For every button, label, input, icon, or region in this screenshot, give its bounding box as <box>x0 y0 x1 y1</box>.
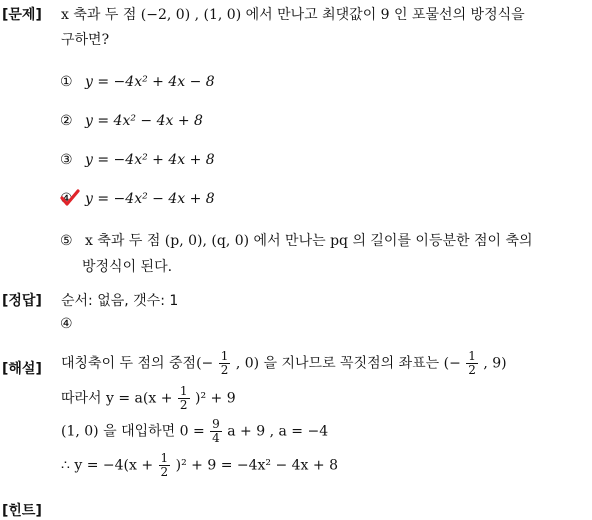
explanation-line-3-a: (1, 0) 을 대입하면 0 = <box>61 423 205 440</box>
fraction-one-half-3 <box>178 385 190 412</box>
choice-3-text: y = −4x² + 4x + 8 <box>85 152 215 168</box>
denominator: 2 <box>179 398 188 412</box>
choice-1-number: ① <box>60 74 73 90</box>
denominator: 4 <box>212 431 220 445</box>
explanation-line-1-c: , 9) <box>483 355 507 372</box>
choice-4 <box>60 191 215 207</box>
explanation-line-2 <box>61 385 236 412</box>
answer-choice: ④ <box>60 316 73 332</box>
choice-5-number: ⑤ <box>60 233 73 249</box>
explanation-line-1 <box>61 350 507 377</box>
choice-2 <box>60 113 203 129</box>
explanation-line-4-b: )² + 9 = −4x² − 4x + 8 <box>175 457 338 474</box>
choice-2-text: y = 4x² − 4x + 8 <box>85 113 203 129</box>
explanation-line-2-a: 따라서 y = a(x + <box>61 390 173 407</box>
numerator: 9 <box>212 417 220 431</box>
numerator: 1 <box>160 451 169 465</box>
choice-4-text: y = −4x² − 4x + 8 <box>85 191 215 207</box>
explanation-line-2-b: )² + 9 <box>195 390 236 407</box>
choice-3 <box>60 152 215 168</box>
fraction-one-half-4 <box>159 452 171 479</box>
explanation-line-3-b: a + 9 , a = −4 <box>227 423 329 440</box>
explanation-line-4-a: ∴ y = −4(x + <box>61 457 154 474</box>
numerator: 1 <box>220 349 229 363</box>
fraction-one-half-2 <box>466 350 478 377</box>
choice-5 <box>60 230 533 250</box>
explanation-line-4 <box>61 452 338 479</box>
explanation-tag: [해설] <box>2 361 42 377</box>
choice-3-number: ③ <box>60 152 73 168</box>
red-checkmark-icon <box>60 189 80 207</box>
numerator: 1 <box>179 384 188 398</box>
denominator: 2 <box>220 363 229 377</box>
hint-tag: [힌트] <box>2 503 42 519</box>
choice-1 <box>60 74 215 90</box>
answer-order-count: 순서: 없음, 갯수: 1 <box>61 293 179 309</box>
denominator: 2 <box>468 363 476 377</box>
fraction-nine-fourths <box>210 418 222 445</box>
numerator: 1 <box>468 349 476 363</box>
problem-tag: [문제] <box>2 7 42 23</box>
problem-line-2: 구하면? <box>61 32 110 48</box>
fraction-one-half <box>219 350 231 377</box>
choice-5-text-line-2: 방정식이 된다. <box>82 259 173 275</box>
explanation-line-1-a: 대칭축이 두 점의 중점(− <box>61 355 214 372</box>
denominator: 2 <box>160 465 169 479</box>
choice-4-number: ④ <box>60 191 73 207</box>
problem-line-1: x 축과 두 점 (−2, 0) , (1, 0) 에서 만나고 최댓값이 9 인 포물선의 방정식을 <box>61 7 525 23</box>
explanation-line-1-b: , 0) 을 지나므로 꼭짓점의 좌표는 (− <box>235 355 461 372</box>
choice-5-text: x 축과 두 점 (p, 0), (q, 0) 에서 만나는 pq 의 길이를 이등분한 점이 축의 <box>85 233 533 249</box>
choice-2-number: ② <box>60 113 73 129</box>
explanation-line-3 <box>61 418 328 445</box>
choice-1-text: y = −4x² + 4x − 8 <box>85 74 215 90</box>
answer-tag: [정답] <box>2 293 42 309</box>
